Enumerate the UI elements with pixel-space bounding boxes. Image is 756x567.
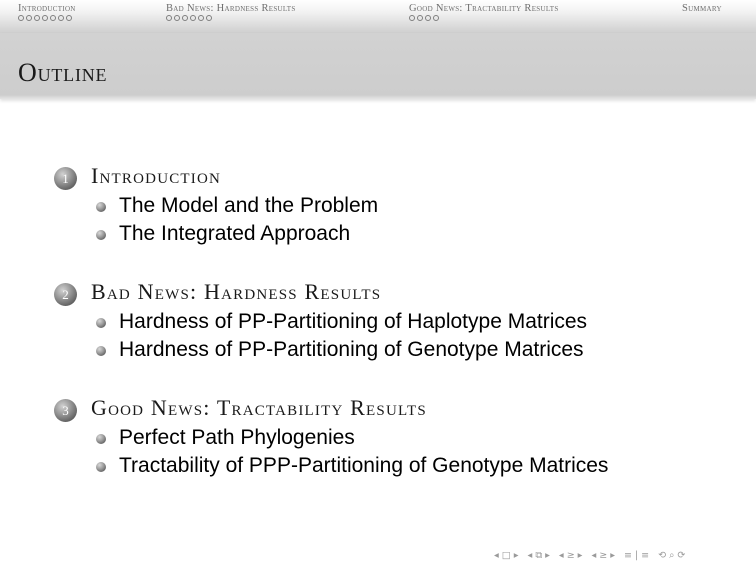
outline-subsection[interactable] [96, 456, 696, 480]
nav-dot[interactable] [206, 15, 212, 21]
prev-section-icon[interactable]: ◂ [558, 549, 564, 561]
bullet-icon [96, 318, 106, 328]
appendix-icon[interactable]: ≡ [623, 549, 632, 561]
bullet-icon [96, 202, 106, 212]
subsection-label: The Model and the Problem [119, 194, 379, 217]
nav-dot[interactable] [18, 15, 24, 21]
subsection-label: Perfect Path Phylogenies [119, 426, 355, 449]
subsection-label: Hardness of PP-Partitioning of Haplotype Matrices [119, 310, 588, 333]
nav-dots-good-news [409, 15, 441, 23]
nav-section-good-news[interactable]: Good News: Tractability Results [409, 3, 559, 14]
outline-subsection[interactable] [96, 312, 656, 336]
prev-frame-icon[interactable]: ◂ [494, 549, 499, 561]
back-icon[interactable]: ⟲ [658, 549, 667, 561]
frame-title-bar [0, 33, 756, 99]
search-icon[interactable]: ⌕ [669, 549, 675, 561]
outline-section-3[interactable] [54, 395, 554, 425]
next-document-icon[interactable]: ▸ [610, 549, 615, 561]
section-title: Good News: Tractability Results [91, 395, 427, 420]
forward-icon[interactable]: ⟳ [677, 549, 686, 561]
nav-dot[interactable] [58, 15, 64, 21]
outline-section-1[interactable] [54, 163, 354, 193]
page-title: Outline [18, 58, 108, 87]
next-frame-icon[interactable]: ▸ [513, 549, 519, 561]
nav-dots-bad-news [166, 15, 214, 23]
nav-dot[interactable] [433, 15, 439, 21]
section-number-ball: 1 [54, 167, 77, 190]
bullet-icon [96, 346, 106, 356]
nav-section-bad-news[interactable]: Bad News: Hardness Results [166, 3, 296, 14]
section-title: Bad News: Hardness Results [91, 279, 382, 304]
section-number-ball: 3 [54, 399, 77, 422]
separator-icon: | [634, 549, 639, 561]
nav-dot[interactable] [50, 15, 56, 21]
section-title: Introduction [91, 163, 222, 188]
nav-dot[interactable] [190, 15, 196, 21]
section-icon[interactable]: ≥ [566, 549, 575, 561]
prev-document-icon[interactable]: ◂ [591, 549, 597, 561]
outline-subsection[interactable] [96, 340, 656, 364]
nav-dot[interactable] [198, 15, 204, 21]
subsection-icon[interactable]: ⧉ [535, 549, 543, 561]
navigation-header [0, 0, 756, 33]
outline-subsection[interactable] [96, 224, 496, 248]
section-number-ball: 2 [54, 283, 77, 306]
nav-section-summary[interactable]: Summary [682, 3, 722, 14]
subsection-label: The Integrated Approach [119, 222, 351, 245]
outline-section-2[interactable] [54, 279, 554, 309]
toc-icon[interactable]: ≡ [641, 549, 650, 561]
nav-dot[interactable] [425, 15, 431, 21]
outline-subsection[interactable] [96, 428, 656, 452]
nav-dot[interactable] [409, 15, 415, 21]
nav-dot[interactable] [166, 15, 172, 21]
nav-dots-introduction [18, 15, 74, 23]
frame-icon[interactable]: □ [501, 549, 511, 561]
bullet-icon [96, 230, 106, 240]
document-icon[interactable]: ≥ [599, 549, 608, 561]
nav-section-introduction[interactable]: Introduction [18, 3, 76, 14]
subsection-label: Tractability of PPP-Partitioning of Genotype Matrices [119, 454, 609, 477]
nav-dot[interactable] [66, 15, 72, 21]
bullet-icon [96, 462, 106, 472]
nav-dot[interactable] [34, 15, 40, 21]
nav-dot[interactable] [417, 15, 423, 21]
bullet-icon [96, 434, 106, 444]
nav-dot[interactable] [26, 15, 32, 21]
next-subsection-icon[interactable]: ▸ [545, 549, 550, 561]
outline-subsection[interactable] [96, 196, 496, 220]
nav-dot[interactable] [174, 15, 180, 21]
prev-subsection-icon[interactable]: ◂ [527, 549, 533, 561]
subsection-label: Hardness of PP-Partitioning of Genotype Matrices [119, 338, 584, 361]
nav-dot[interactable] [182, 15, 188, 21]
nav-dot[interactable] [42, 15, 48, 21]
navigation-symbols [494, 548, 685, 562]
next-section-icon[interactable]: ▸ [577, 549, 583, 561]
